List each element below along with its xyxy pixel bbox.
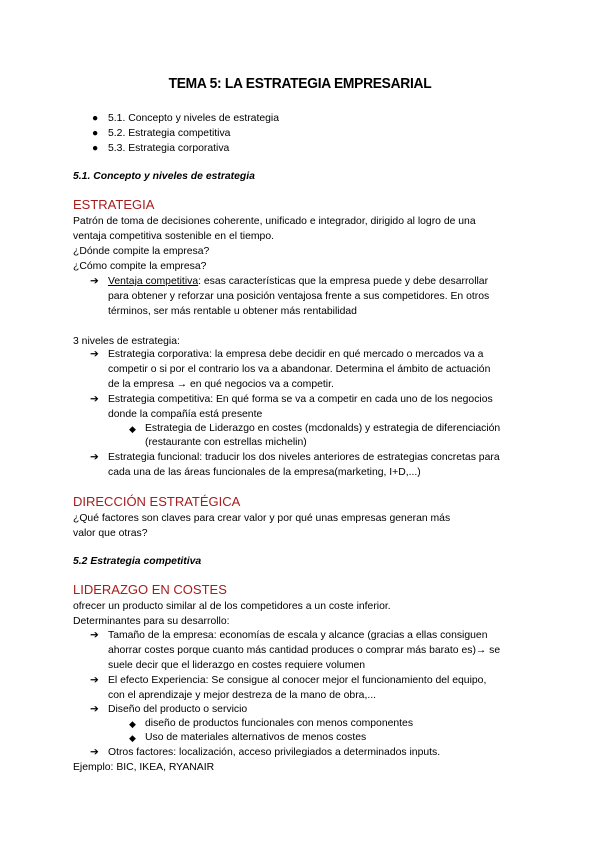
text-line: ventaja competitiva sostenible en el tiempo. <box>73 231 274 242</box>
text-line: 3 niveles de estrategia: <box>73 336 180 347</box>
text-line: diseño de productos funcionales con menos componentes <box>145 718 414 729</box>
heading-liderazgo-costes: LIDERAZGO EN COSTES <box>73 582 227 597</box>
text-line: Estrategia competitiva: En qué forma se va a competir en cada uno de los negocios <box>108 394 493 405</box>
text-line: ¿Dónde compite la empresa? <box>73 246 210 257</box>
text-line: El efecto Experiencia: Se consigue al conocer mejor el funcionamiento del equipo, <box>108 675 487 686</box>
text-line: ¿Cómo compite la empresa? <box>73 261 207 272</box>
text-line: de la empresa → en qué negocios va a competir. <box>108 379 334 390</box>
section-heading-5-2: 5.2 Estrategia competitiva <box>73 556 202 567</box>
arrow-icon: ➔ <box>90 452 99 463</box>
text-line: Otros factores: localización, acceso privilegiados a determinados inputs. <box>108 747 441 758</box>
text-line: términos, ser más rentable u obtener más rentabilidad <box>108 306 357 317</box>
text-line <box>108 275 488 289</box>
toc-item: 5.2. Estrategia competitiva <box>108 128 231 139</box>
bullet-icon: ● <box>92 143 99 154</box>
page-title: TEMA 5: LA ESTRATEGIA EMPRESARIAL <box>168 75 432 92</box>
arrow-icon: ➔ <box>90 704 99 715</box>
text-line: con el aprendizaje y mejor destreza de la mano de obra,... <box>108 690 377 701</box>
arrow-icon: ➔ <box>90 630 99 641</box>
arrow-icon: ➔ <box>90 747 99 758</box>
text-line: para obtener y reforzar una posición ventajosa frente a sus competidores. En otros <box>108 291 490 302</box>
text-fragment: : esas características que la empresa puede y debe desarrollar <box>198 276 489 287</box>
text-line: valor que otras? <box>73 528 148 539</box>
diamond-icon: ◆ <box>129 733 136 743</box>
text-line: Estrategia funcional: traducir los dos niveles anteriores de estrategias concretas para <box>108 452 500 463</box>
text-line: suele decir que el liderazgo en costes requiere volumen <box>108 660 366 671</box>
diamond-icon: ◆ <box>129 719 136 729</box>
text-line: Tamaño de la empresa: economías de escala y alcance (gracias a ellas consiguen <box>108 630 488 641</box>
arrow-icon: ➔ <box>90 276 99 287</box>
text-line: competir o si por el contrario los va a abandonar. Determina el ámbito de actuación <box>108 364 491 375</box>
text-line: ¿Qué factores son claves para crear valor y por qué unas empresas generan más <box>73 513 451 524</box>
text-line: Determinantes para su desarrollo: <box>73 616 230 627</box>
heading-estrategia: ESTRATEGIA <box>73 197 155 212</box>
text-line: ahorrar costes porque cuanto más cantidad produces o comprar más barato es)→ se <box>108 645 501 656</box>
arrow-icon: ➔ <box>90 394 99 405</box>
text-line: Estrategia de Liderazgo en costes (mcdonalds) y estrategia de diferenciación <box>145 423 501 434</box>
bullet-icon: ● <box>92 113 99 124</box>
text-line: Diseño del producto o servicio <box>108 704 248 715</box>
text-line: donde la compañía está presente <box>108 409 263 420</box>
text-line: Patrón de toma de decisiones coherente, unificado e integrador, dirigido al logro de una <box>73 216 476 227</box>
text-line: Ejemplo: BIC, IKEA, RYANAIR <box>73 762 215 773</box>
text-line: Estrategia corporativa: la empresa debe decidir en qué mercado o mercados va a <box>108 349 484 360</box>
arrow-icon: ➔ <box>90 349 99 360</box>
arrow-icon: ➔ <box>90 675 99 686</box>
toc-item: 5.3. Estrategia corporativa <box>108 143 230 154</box>
ventaja-competitiva-label: Ventaja competitiva <box>108 276 199 287</box>
section-heading-5-1: 5.1. Concepto y niveles de estrategia <box>73 171 255 182</box>
text-line: (restaurante con estrellas michelin) <box>145 437 307 448</box>
text-line: cada una de las áreas funcionales de la empresa(marketing, I+D,...) <box>108 467 421 478</box>
text-line: Uso de materiales alternativos de menos costes <box>145 732 367 743</box>
text-line: ofrecer un producto similar al de los competidores a un coste inferior. <box>73 601 391 612</box>
bullet-icon: ● <box>92 128 99 139</box>
toc-item: 5.1. Concepto y niveles de estrategia <box>108 113 279 124</box>
heading-direccion-estrategica: DIRECCIÓN ESTRATÉGICA <box>73 494 241 509</box>
diamond-icon: ◆ <box>129 424 136 434</box>
